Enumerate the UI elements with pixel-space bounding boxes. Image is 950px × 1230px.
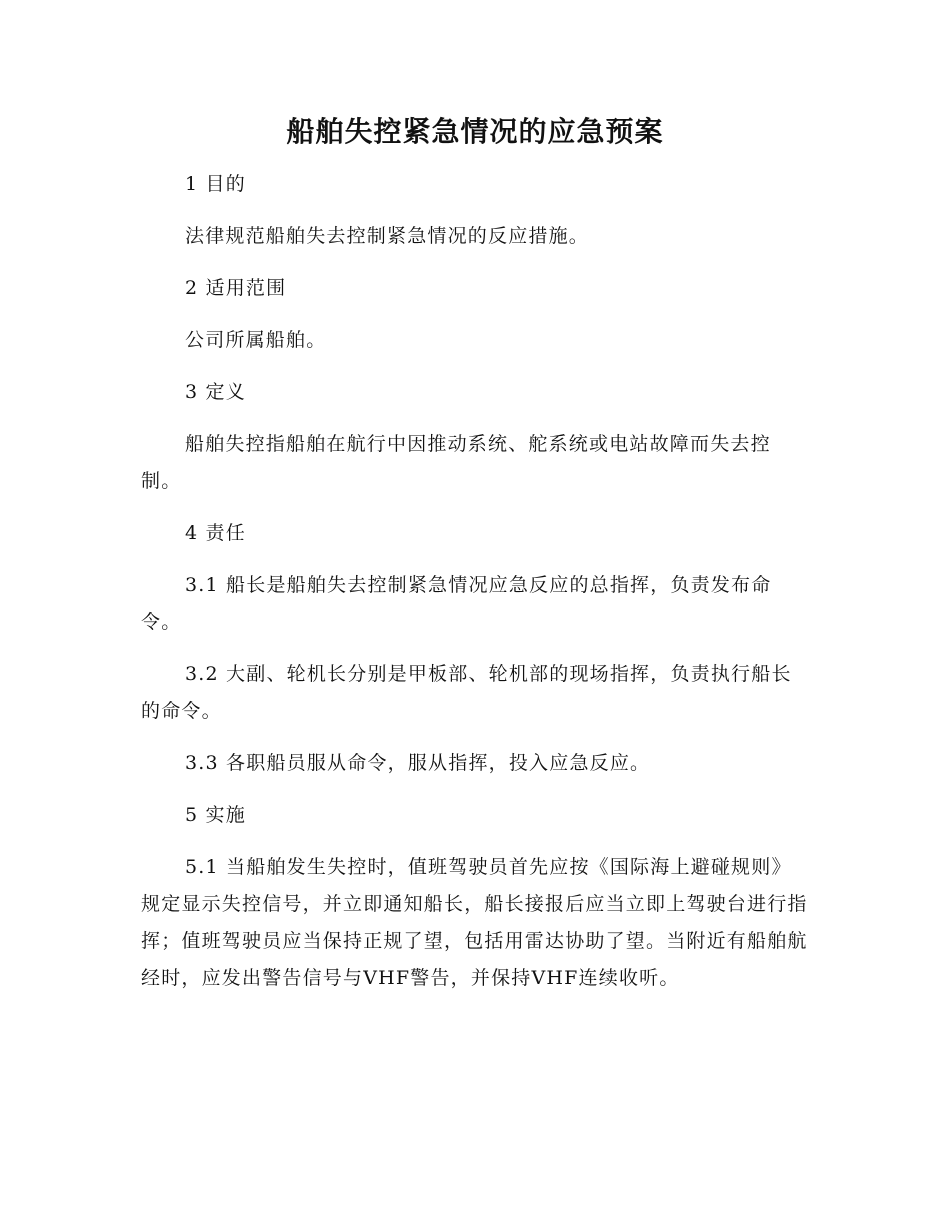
section-heading-purpose: 1 目的 [185, 173, 246, 195]
definition-text: 船舶失控指船舶在航行中因推动系统、舵系统或电站故障而失去控制。 [141, 433, 771, 492]
section-heading-definition: 3 定义 [185, 381, 246, 403]
section-heading-scope: 2 适用范围 [185, 277, 287, 299]
section-heading-responsibility: 4 责任 [185, 522, 246, 544]
responsibility-item-3-1: 3.1 船长是船舶失去控制紧急情况应急反应的总指挥，负责发布命令。 [141, 574, 772, 633]
responsibility-item-3-3: 3.3 各职船员服从命令，服从指挥，投入应急反应。 [185, 752, 651, 774]
scope-text: 公司所属船舶。 [185, 329, 327, 351]
document-title: 船舶失控紧急情况的应急预案 [286, 115, 664, 148]
section-heading-implementation: 5 实施 [185, 804, 246, 826]
responsibility-item-3-2: 3.2 大副、轮机长分别是甲板部、轮机部的现场指挥，负责执行船长的命令。 [141, 663, 792, 722]
implementation-item-5-1: 5.1 当船舶发生失控时，值班驾驶员首先应按《国际海上避碰规则》规定显示失控信号，并立即通知船长，船长接报后应当立即上驾驶台进行指挥；值班驾驶员应当保持正规了望，包括用雷达协助了望。当附近有船舶航经时，应发出警告信号与VHF警告，并保持VHF连续收听。 [141, 856, 808, 989]
purpose-text: 法律规范船舶失去控制紧急情况的反应措施。 [185, 225, 590, 247]
document-body [141, 166, 811, 1012]
